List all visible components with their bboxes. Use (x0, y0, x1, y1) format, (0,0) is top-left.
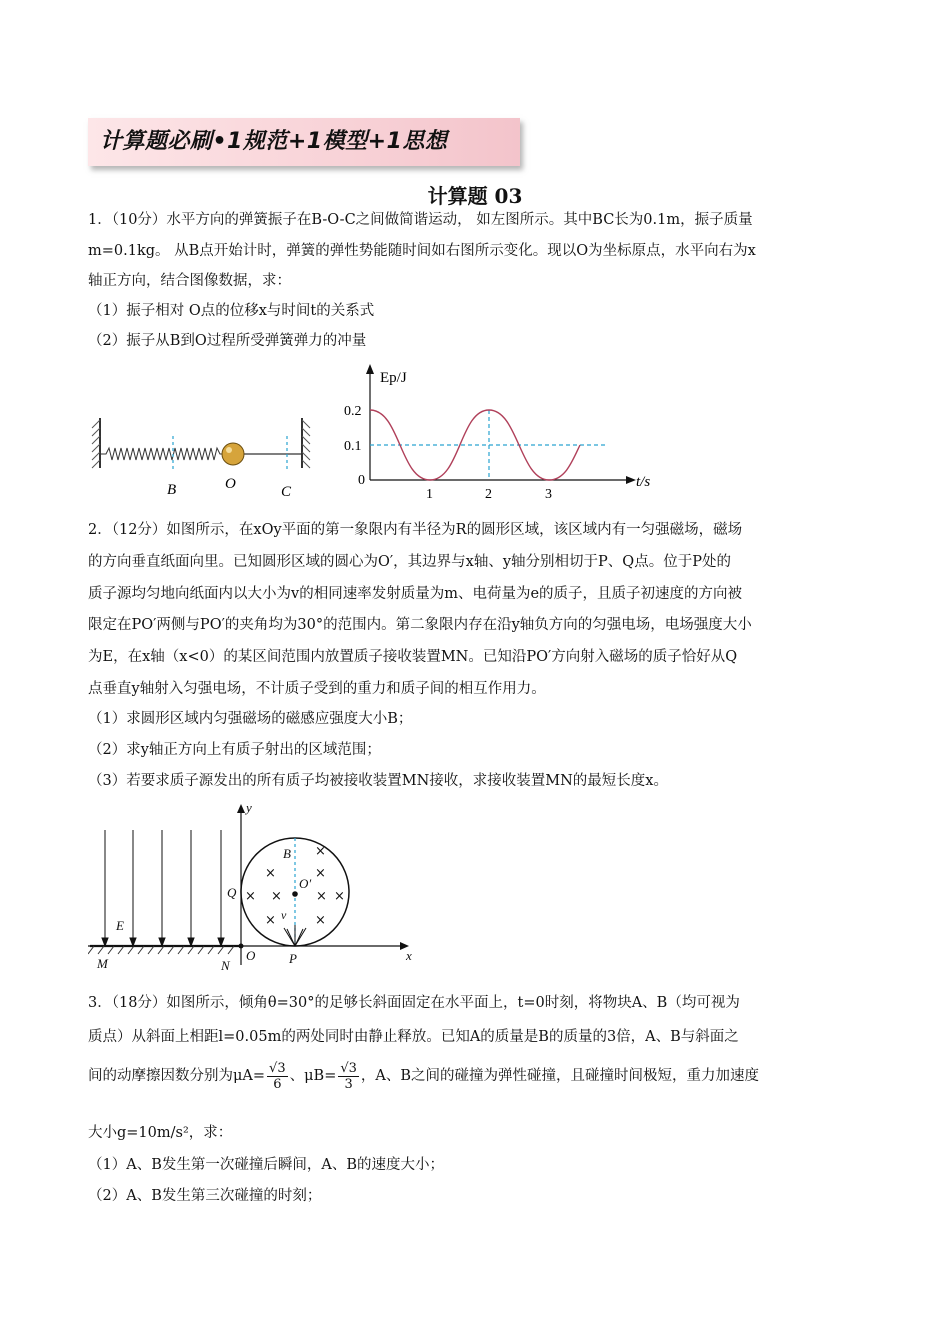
q1-line-1: 1．（10分）水平方向的弹簧振子在B-O-C之间做简谐运动， 如左图所示。其中BC长为0.1m，振子质量 (88, 212, 753, 228)
q2-line-3: 质子源均匀地向纸面内以大小为v的相同速率发射质量为m、电荷量为e的质子，且质子初速度的方向被 (88, 586, 743, 602)
q2-part-3: （3）若要求质子源发出的所有质子均被接收装置MN接收，求接收装置MN的最短长度x。 (88, 773, 668, 789)
q2-part-1: （1）求圆形区域内匀强磁场的磁感应强度大小B； (88, 711, 413, 727)
svg-text:×: × (245, 889, 256, 904)
q3-line-3 (88, 1060, 759, 1092)
fraction-mu-b: $\frac{√3}{3}$ (340, 1060, 357, 1092)
q3-part-2: （2）A、B发生第三次碰撞的时刻； (88, 1188, 322, 1204)
label-p: P (289, 951, 297, 966)
svg-text:×: × (315, 844, 326, 859)
q3-line-4: 大小g=10m/s²，求： (88, 1125, 233, 1141)
label-m: M (97, 956, 108, 971)
label-b: B (283, 846, 291, 861)
section-banner (88, 118, 520, 166)
page-title: 计算题 03 (427, 184, 523, 208)
velocity-vectors (284, 925, 306, 946)
svg-text:×: × (265, 913, 276, 928)
oscillator-ball (222, 443, 244, 465)
tick-2: 2 (485, 487, 492, 502)
label-v: v (281, 908, 287, 922)
q3-part-1: （1）A、B发生第一次碰撞后瞬间，A、B的速度大小； (88, 1157, 444, 1173)
graph-xlabel: t/s (636, 474, 651, 490)
q2-line-1: 2．（12分）如图所示，在xOy平面的第一象限内有半径为R的圆形区域，该区域内有一匀强磁场，磁场 (88, 522, 743, 538)
q2-line-6: 点垂直y轴射入匀强电场，不计质子受到的重力和质子间的相互作用力。 (88, 681, 546, 697)
spring-oscillator-figure (90, 410, 320, 502)
fraction-mu-a: $\frac{√3}{6}$ (269, 1060, 286, 1092)
tick-3: 3 (545, 487, 552, 502)
q1-part-2: （2）振子从B到O过程所受弹簧弹力的冲量 (88, 333, 367, 349)
q2-part-2: （2）求y轴正方向上有质子射出的区域范围； (88, 742, 381, 758)
svg-text:×: × (315, 913, 326, 928)
banner-text: 计算题必刷•1规范+1模型+1思想 (100, 129, 448, 154)
label-q: Q (227, 885, 237, 900)
svg-text:×: × (265, 866, 276, 881)
svg-text:×: × (315, 866, 326, 881)
label-o: O (246, 948, 256, 963)
svg-text:×: × (271, 889, 282, 904)
label-e: E (116, 918, 124, 933)
q3-line-1: 3．（18分）如图所示，倾角θ=30°的足够长斜面固定在水平面上，t=0时刻，将物块A、B（均可视为 (88, 995, 740, 1011)
label-y: y (246, 800, 252, 815)
q2-line-2: 的方向垂直纸面向里。已知圆形区域的圆心为O′，其边界与x轴、y轴分别相切于P、Q点。位于P处的 (88, 554, 731, 570)
q3-line-3c: ，A、B之间的碰撞为弹性碰撞，且碰撞时间极短，重力加速度 (360, 1068, 760, 1084)
label-c: C (281, 484, 292, 500)
q3-line-3a: 间的动摩擦因数分别为μA= (88, 1068, 266, 1084)
q1-part-1: （1）振子相对 O点的位移x与时间t的关系式 (88, 303, 375, 319)
svg-text:×: × (334, 889, 345, 904)
q1-line-2: m=0.1kg。 从B点开始计时，弹簧的弹性势能随时间如右图所示变化。现以O为坐标原点，水平向右为x (88, 243, 756, 259)
label-o-prime: O′ (299, 876, 312, 891)
energy-time-graph (340, 362, 670, 502)
q2-line-5: 为E，在x轴（x<0）的某区间范围内放置质子接收装置MN。已知沿PO′方向射入磁场的质子恰好从Q (88, 649, 738, 665)
label-x: x (406, 948, 412, 963)
q2-line-4: 限定在PO′两侧与PO′的夹角均为30°的范围内。第二象限内存在沿y轴负方向的匀强电场，电场强度大小 (88, 617, 752, 633)
spring (100, 448, 224, 460)
tick-0: 0 (358, 473, 365, 488)
label-o: O (225, 476, 236, 492)
q3-line-3b: 、μB= (289, 1068, 337, 1084)
tick-0-2: 0.2 (344, 404, 362, 419)
label-n: N (221, 958, 230, 973)
tick-0-1: 0.1 (344, 439, 362, 454)
q1-line-3: 轴正方向，结合图像数据，求： (88, 273, 291, 289)
tick-1: 1 (426, 487, 433, 502)
svg-text:×: × (316, 889, 327, 904)
field-figure (88, 800, 428, 978)
graph-ylabel: Ep/J (380, 370, 407, 386)
label-b: B (167, 482, 177, 498)
q3-line-2: 质点）从斜面上相距l=0.05m的两处同时由静止释放。已知A的质量是B的质量的3倍，A、B与斜面之 (88, 1029, 739, 1045)
